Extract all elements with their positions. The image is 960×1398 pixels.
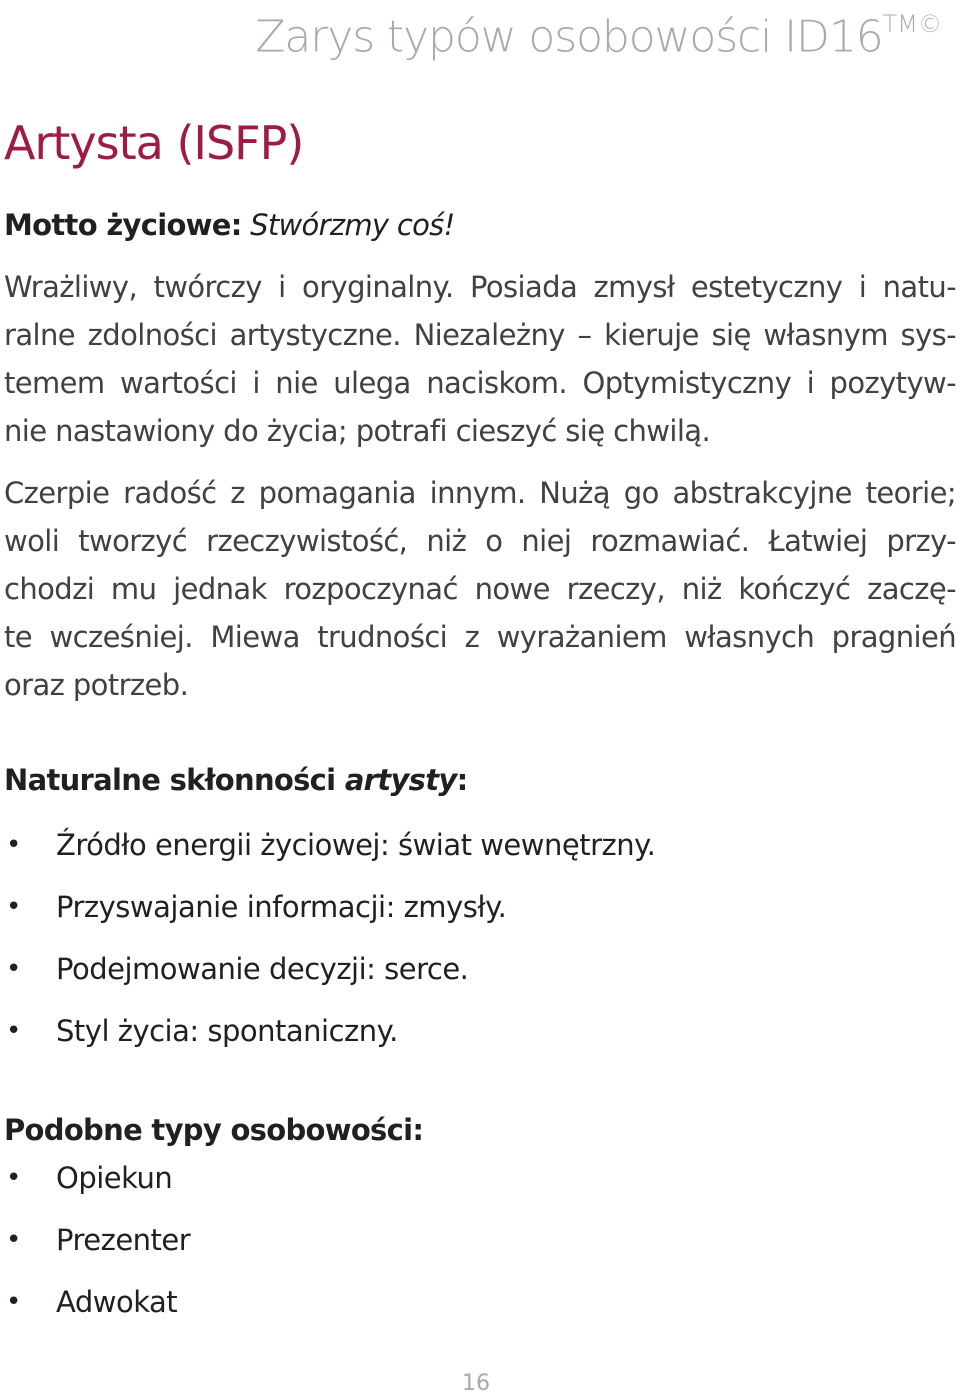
personality-type-title: Artysta (ISFP): [4, 116, 304, 170]
page-number: 16: [462, 1371, 490, 1396]
list-item-text: Prezenter: [56, 1223, 191, 1257]
bullet-icon: •: [6, 954, 21, 984]
paragraph-line: nie nastawiony do życia; potrafi cieszyć się chwilą.: [4, 414, 711, 448]
list-item-text: Adwokat: [56, 1285, 178, 1319]
paragraph-line: ralne zdolności artystyczne. Niezależny – kieruje się własnym sys-: [4, 318, 956, 352]
list-item-text: Styl życia: spontaniczny.: [56, 1014, 398, 1048]
bullet-icon: •: [6, 1287, 21, 1317]
list-item-text: Przyswajanie informacji: zmysły.: [56, 890, 507, 924]
heading-prefix: Naturalne skłonności: [4, 763, 345, 797]
paragraph-line: temem wartości i nie ulega naciskom. Optymistyczny i pozytyw-: [4, 366, 956, 400]
motto-label: Motto życiowe:: [4, 208, 242, 242]
list-item-text: Źródło energii życiowej: świat wewnętrzny.: [56, 828, 656, 862]
paragraph-line: te wcześniej. Miewa trudności z wyrażaniem własnych pragnień: [4, 620, 956, 654]
description-paragraph-1: [4, 263, 956, 455]
bullet-icon: •: [6, 1016, 21, 1046]
bullet-icon: •: [6, 830, 21, 860]
motto-text: Stwórzmy coś!: [250, 208, 455, 242]
description-paragraph-2: [4, 469, 956, 709]
header-title-text: Zarys typów osobowości ID16: [255, 11, 883, 63]
paragraph-line: Czerpie radość z pomagania innym. Nużą go abstrakcyjne teorie;: [4, 476, 956, 510]
page-header-title: [255, 0, 942, 63]
paragraph-line: woli tworzyć rzeczywistość, niż o niej rozmawiać. Łatwiej przy-: [4, 524, 956, 558]
paragraph-line: Wrażliwy, twórczy i oryginalny. Posiada zmysł estetyczny i natu-: [4, 270, 956, 304]
bullet-icon: •: [6, 1225, 21, 1255]
paragraph-line: oraz potrzeb.: [4, 668, 189, 702]
natural-tendencies-heading: [4, 760, 467, 800]
heading-italic-word: artysty: [344, 763, 457, 797]
similar-types-heading: Podobne typy osobowości:: [4, 1113, 424, 1147]
bullet-icon: •: [6, 892, 21, 922]
list-item-text: Podejmowanie decyzji: serce.: [56, 952, 469, 986]
list-item-text: Opiekun: [56, 1161, 173, 1195]
paragraph-line: chodzi mu jednak rozpoczynać nowe rzeczy, niż kończyć zaczę-: [4, 572, 956, 606]
trademark-superscript: TM©: [882, 10, 942, 38]
bullet-icon: •: [6, 1163, 21, 1193]
motto: [4, 205, 455, 245]
heading-suffix: :: [456, 763, 468, 797]
